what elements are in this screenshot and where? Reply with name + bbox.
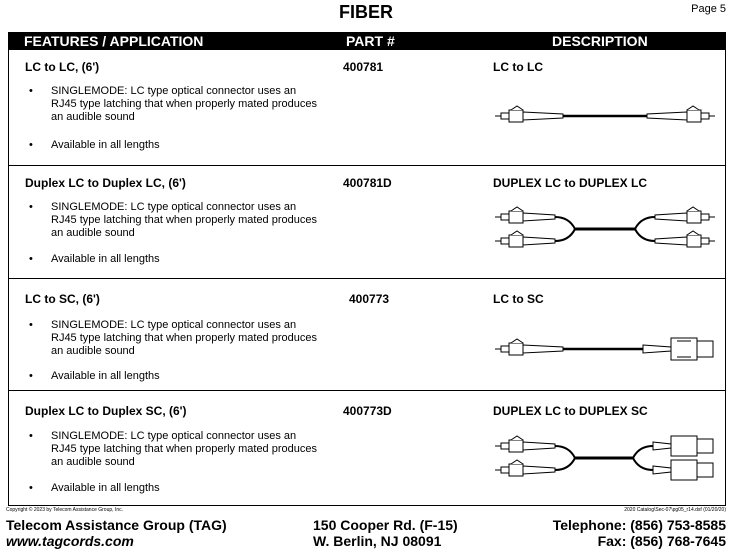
address-line-1: 150 Cooper Rd. (F-15) xyxy=(313,517,458,533)
page-title: FIBER xyxy=(339,2,393,22)
table-header xyxy=(8,32,726,50)
bullet-text: SINGLEMODE: LC type optical connector uses an RJ45 type latching that when properly mated produces an audible sound xyxy=(51,201,317,239)
header-description: DESCRIPTION xyxy=(552,33,648,49)
table-row: Duplex LC to Duplex LC, (6') 400781D DUPLEX LC to DUPLEX LC • SINGLEMODE: LC type optical connector uses an RJ45 type latching that when properly mated produces an audible sound • Available in all lengths xyxy=(9,165,725,279)
row-description: DUPLEX LC to DUPLEX SC xyxy=(493,404,648,418)
bullet-text: SINGLEMODE: LC type optical connector uses an RJ45 type latching that when properly mated produces an audible sound xyxy=(51,85,317,123)
telephone-number: Telephone: (856) 753-8585 xyxy=(552,517,726,533)
bullet-text: Available in all lengths xyxy=(51,482,160,494)
row-feature-name: Duplex LC to Duplex LC, (6') xyxy=(25,176,186,190)
table-row: LC to LC, (6') 400781 LC to LC • SINGLEMODE: LC type optical connector uses an RJ45 type latching that when properly mated produces an audible sound • Available in all lengths xyxy=(9,50,725,166)
table-row: LC to SC, (6') 400773 LC to SC • SINGLEMODE: LC type optical connector uses an RJ45 type latching that when properly mated produces an audible sound • Available in all lengths xyxy=(9,278,725,391)
bullet-text: SINGLEMODE: LC type optical connector uses an RJ45 type latching that when properly mated produces an audible sound xyxy=(51,430,317,468)
page-number: Page 5 xyxy=(691,3,726,15)
duplex-lc-to-duplex-lc-cable-icon xyxy=(493,205,717,255)
product-table xyxy=(8,50,726,506)
company-name: Telecom Assistance Group (TAG) xyxy=(6,517,227,533)
fax-number: Fax: (856) 768-7645 xyxy=(597,533,726,549)
website-link[interactable]: www.tagcords.com xyxy=(6,533,134,549)
lc-to-sc-cable-icon xyxy=(493,331,717,365)
bullet-text: Available in all lengths xyxy=(51,139,160,151)
file-reference: 2020 Catalog\Sec-07\pg05_r14.dsf (01/20/20) xyxy=(624,507,726,513)
row-part-number: 400781D xyxy=(343,176,392,190)
lc-to-lc-cable-icon xyxy=(493,102,717,132)
bullet-text: SINGLEMODE: LC type optical connector uses an RJ45 type latching that when properly mated produces an audible sound xyxy=(51,319,317,357)
table-row: Duplex LC to Duplex SC, (6') 400773D DUPLEX LC to DUPLEX SC • SINGLEMODE: LC type optical connector uses an RJ45 type latching that when properly mated produces an audible sound • Available in all lengths xyxy=(9,390,725,505)
row-description: LC to LC xyxy=(493,60,543,74)
row-description: LC to SC xyxy=(493,292,544,306)
duplex-lc-to-duplex-sc-cable-icon xyxy=(493,432,717,486)
row-description: DUPLEX LC to DUPLEX LC xyxy=(493,176,648,190)
bullet-text: Available in all lengths xyxy=(51,370,160,382)
row-feature-name: LC to SC, (6') xyxy=(25,292,100,306)
header-part: PART # xyxy=(346,33,395,49)
bullet-text: Available in all lengths xyxy=(51,253,160,265)
header-features: FEATURES / APPLICATION xyxy=(24,33,204,49)
row-part-number: 400781 xyxy=(343,60,384,74)
row-feature-name: Duplex LC to Duplex SC, (6') xyxy=(25,404,187,418)
row-part-number: 400773D xyxy=(343,404,392,418)
row-part-number: 400773 xyxy=(349,292,390,306)
address-line-2: W. Berlin, NJ 08091 xyxy=(313,533,442,549)
copyright-notice: Copyright © 2023 by Telecom Assistance Group, Inc. xyxy=(6,507,123,513)
row-feature-name: LC to LC, (6') xyxy=(25,60,100,74)
